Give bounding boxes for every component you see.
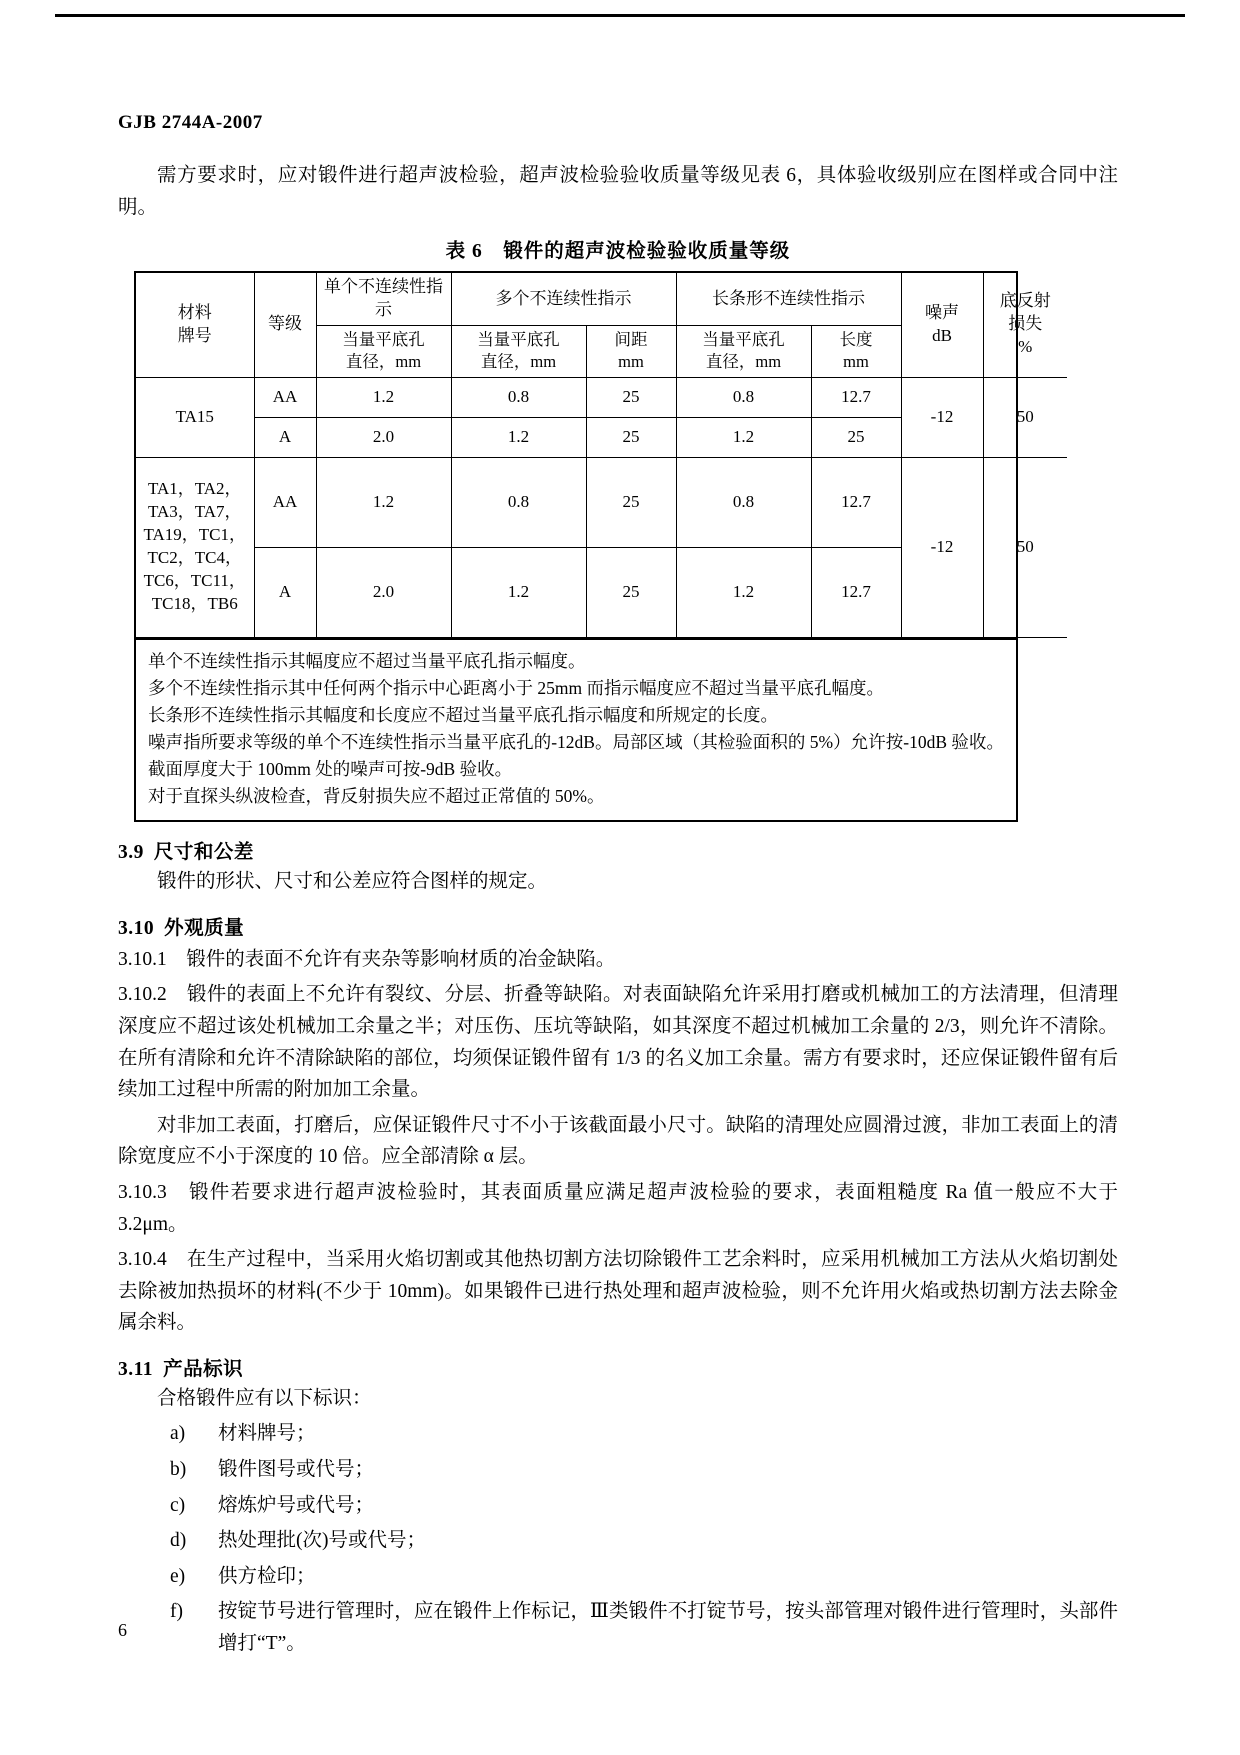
header-bottom-loss: 底反射 损失 %: [983, 273, 1067, 377]
cell-grade: AA: [254, 457, 316, 547]
cell-multi-diam: 0.8: [451, 377, 586, 417]
clause-text: 锻件的表面上不允许有裂纹、分层、折叠等缺陷。对表面缺陷允许采用打磨或机械加工的方法清理，但清理深度应不超过该处机械加工余量之半；对压伤、压坑等缺陷，如其深度不超过机械加工余量的 2/3，则允许不清除。在所有清除和允许不清除缺陷的部位，均须保证锻件留有 1/3 的名义加工余量。需方有要求时，还应保证锻件留有后续加工过程中所需的附加加工余量。: [118, 984, 1118, 1101]
cell-noise: -12: [901, 377, 983, 457]
list-item-label: 材料牌号；: [218, 1423, 316, 1445]
list-item-marker: b): [170, 1458, 187, 1480]
document-code: GJB 2744A-2007: [118, 112, 263, 133]
ultrasonic-table-wrapper: [134, 271, 1051, 639]
clause-number: 3.10.3: [118, 1181, 167, 1203]
list-item-marker: f): [170, 1601, 183, 1623]
list-item: [170, 1596, 1118, 1659]
cell-grade: AA: [254, 377, 316, 417]
section-3-11-lead: 合格锻件应有以下标识：: [157, 1387, 372, 1409]
header-elongated: 长条形不连续性指示: [676, 273, 901, 325]
table-title: 表 6 锻件的超声波检验验收质量等级: [445, 241, 791, 263]
table-notes: [134, 640, 1018, 823]
cell-multi-spacing: 25: [586, 547, 676, 637]
cell-elong-len: 12.7: [811, 457, 901, 547]
cell-elong-len: 12.7: [811, 547, 901, 637]
clause-number: 3.10.1: [118, 948, 167, 970]
list-item-label: 按锭节号进行管理时，应在锻件上作标记，Ⅲ类锻件不打锭节号，按头部管理对锻件进行管理时，头部件增打“T”。: [218, 1601, 1118, 1654]
table-row: [136, 457, 1067, 547]
list-item: [170, 1418, 1118, 1450]
cell-multi-diam: 1.2: [451, 547, 586, 637]
table-note: 多个不连续性指示其中任何两个指示中心距离小于 25mm 而指示幅度应不超过当量平底孔幅度。: [148, 677, 884, 698]
list-item: [170, 1561, 1118, 1593]
cell-material: TA15: [136, 377, 254, 457]
cell-single-diam: 1.2: [316, 377, 451, 417]
list-item-label: 熔炼炉号或代号；: [218, 1494, 375, 1516]
list-item: [170, 1525, 1118, 1557]
cell-elong-len: 12.7: [811, 377, 901, 417]
intro-paragraph: 需方要求时，应对锻件进行超声波检验，超声波检验验收质量等级见表 6，具体验收级别应在图样或合同中注明。: [118, 165, 1118, 218]
table-note: 噪声指所要求等级的单个不连续性指示当量平底孔的-12dB。局部区域（其检验面积的 5%）允许按-10dB 验收。截面厚度大于 100mm 处的噪声可按-9dB 验收。: [148, 731, 1004, 780]
table-note: 对于直探头纵波检查，背反射损失应不超过正常值的 50%。: [148, 786, 605, 807]
product-marking-list: [118, 1418, 1118, 1659]
section-heading-3-11: [118, 1353, 1118, 1381]
list-item-marker: d): [170, 1530, 187, 1552]
list-item-label: 锻件图号或代号；: [218, 1458, 375, 1480]
cell-material: TA1，TA2， TA3，TA7， TA19，TC1， TC2，TC4， TC6，TC11， TC18，TB6: [136, 457, 254, 637]
clause-3-10-4: [118, 1244, 1118, 1339]
cell-multi-spacing: 25: [586, 377, 676, 417]
section-title: 产品标识: [163, 1358, 244, 1380]
cell-elong-diam: 0.8: [676, 457, 811, 547]
cell-multi-diam: 0.8: [451, 457, 586, 547]
list-item-marker: c): [170, 1494, 186, 1516]
cell-elong-diam: 0.8: [676, 377, 811, 417]
header-single-diameter: 当量平底孔 直径，mm: [316, 326, 451, 378]
cell-multi-spacing: 25: [586, 417, 676, 457]
section-title: 尺寸和公差: [153, 842, 254, 864]
cell-single-diam: 2.0: [316, 547, 451, 637]
list-item-marker: e): [170, 1565, 186, 1587]
header-noise: 噪声 dB: [901, 273, 983, 377]
list-item: [170, 1490, 1118, 1522]
cell-single-diam: 1.2: [316, 457, 451, 547]
list-item-label: 热处理批(次)号或代号；: [218, 1530, 426, 1552]
clause-number: 3.10.4: [118, 1249, 167, 1271]
cell-multi-spacing: 25: [586, 457, 676, 547]
table-note: 单个不连续性指示其幅度应不超过当量平底孔指示幅度。: [148, 650, 586, 671]
clause-text: 锻件的表面不允许有夹杂等影响材质的冶金缺陷。: [186, 948, 616, 970]
section-number: 3.10: [118, 917, 155, 939]
cell-single-diam: 2.0: [316, 417, 451, 457]
section-title: 外观质量: [164, 917, 245, 939]
clause-3-10-2-continued: 对非加工表面，打磨后，应保证锻件尺寸不小于该截面最小尺寸。缺陷的清理处应圆滑过渡，非加工表面上的清除宽度应不小于深度的 10 倍。应全部清除 α 层。: [118, 1114, 1118, 1168]
cell-elong-diam: 1.2: [676, 417, 811, 457]
list-item: [170, 1454, 1118, 1486]
header-multiple: 多个不连续性指示: [451, 273, 676, 325]
section-heading-3-9: [118, 836, 1118, 864]
clause-text: 锻件若要求进行超声波检验时，其表面质量应满足超声波检验的要求，表面粗糙度 Ra 值一般应不大于 3.2μm。: [118, 1181, 1118, 1235]
page-number: 6: [118, 1620, 127, 1640]
section-number: 3.11: [118, 1358, 154, 1380]
cell-bottom-loss: 50: [983, 377, 1067, 457]
list-item-marker: a): [170, 1423, 186, 1445]
ultrasonic-acceptance-table: [136, 273, 1067, 637]
cell-elong-len: 25: [811, 417, 901, 457]
section-number: 3.9: [118, 842, 144, 864]
list-item-label: 供方检印；: [218, 1565, 316, 1587]
cell-noise: -12: [901, 457, 983, 637]
cell-grade: A: [254, 547, 316, 637]
cell-multi-diam: 1.2: [451, 417, 586, 457]
section-3-9-body: 锻件的形状、尺寸和公差应符合图样的规定。: [157, 871, 548, 893]
table-header-row-1: [136, 273, 1067, 325]
header-elong-diameter: 当量平底孔 直径，mm: [676, 326, 811, 378]
header-multi-diameter: 当量平底孔 直径，mm: [451, 326, 586, 378]
clause-3-10-1: [118, 944, 1118, 976]
header-elong-length: 长度 mm: [811, 326, 901, 378]
section-heading-3-10: [118, 912, 1118, 940]
clause-number: 3.10.2: [118, 984, 167, 1006]
cell-bottom-loss: 50: [983, 457, 1067, 637]
header-multi-spacing: 间距 mm: [586, 326, 676, 378]
clause-text: 在生产过程中，当采用火焰切割或其他热切割方法切除锻件工艺余料时，应采用机械加工方法从火焰切割处去除被加热损坏的材料(不少于 10mm)。如果锻件已进行热处理和超声波检验，则不允许用火焰或热切割方法去除金属余料。: [118, 1249, 1118, 1334]
page-content: [118, 112, 1118, 1663]
header-material: 材料 牌号: [136, 273, 254, 377]
cell-grade: A: [254, 417, 316, 457]
table-note: 长条形不连续性指示其幅度和长度应不超过当量平底孔指示幅度和所规定的长度。: [148, 704, 778, 725]
clause-3-10-3: [118, 1177, 1118, 1240]
header-single: 单个不连续性指示: [316, 273, 451, 325]
clause-3-10-2: [118, 979, 1118, 1105]
table-row: [136, 377, 1067, 417]
cell-elong-diam: 1.2: [676, 547, 811, 637]
header-rule: [55, 14, 1185, 17]
header-grade: 等级: [254, 273, 316, 377]
